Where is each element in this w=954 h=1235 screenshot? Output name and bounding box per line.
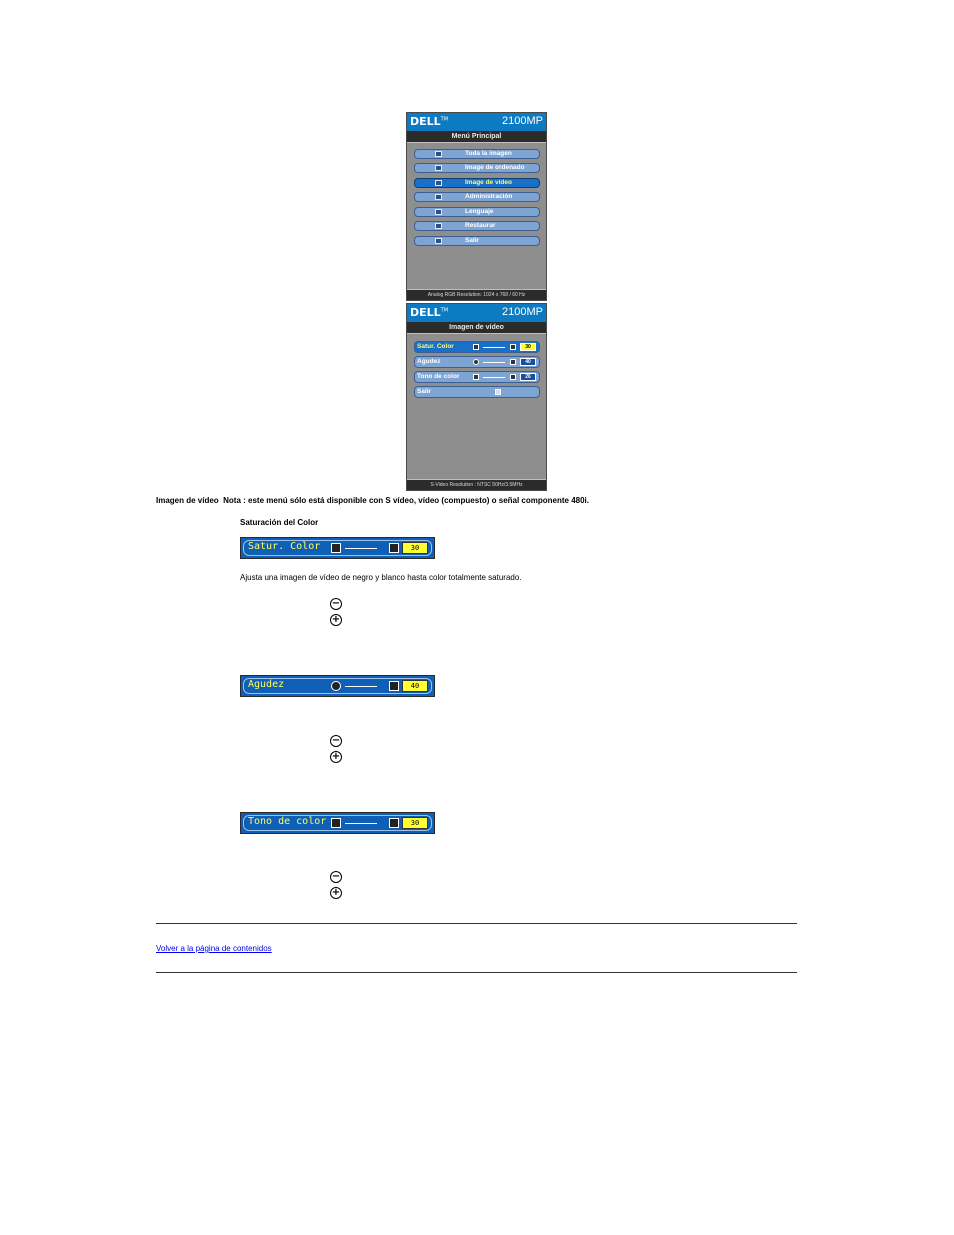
slider-track <box>345 823 377 824</box>
slider-track[interactable] <box>483 347 505 348</box>
submenu-item-agudez[interactable]: Agudez 40 <box>414 356 540 368</box>
submenu-item-satur-color[interactable]: Satur. Color 30 <box>414 341 540 353</box>
slider-track <box>345 548 377 549</box>
minus-button-icon: − <box>331 735 341 746</box>
main-menu-osd <box>406 112 547 301</box>
minus-button-icon: − <box>331 598 341 609</box>
tint-high-icon <box>389 818 399 828</box>
color-high-icon <box>510 344 516 350</box>
menu-note <box>156 496 589 505</box>
model-name: 2100MP <box>502 115 543 127</box>
tint-high-icon <box>510 374 516 380</box>
plus-button-icon: + <box>331 614 341 625</box>
submenu-item-salir[interactable]: Salir <box>414 386 540 398</box>
tint-bar: Tono de color 30 <box>240 812 435 834</box>
slider-value: 30 <box>520 343 536 351</box>
slider-value: 40 <box>520 358 536 366</box>
menu-item-restaurar[interactable]: Restaurar <box>414 221 540 231</box>
video-menu-osd <box>406 303 547 491</box>
osd-submenu-list <box>407 334 546 481</box>
osd-title: Menú Principal <box>407 131 546 143</box>
tint-low-icon <box>473 374 479 380</box>
menu-item-image-de-ordenado[interactable]: Image de ordenado <box>414 163 540 173</box>
osd-footer: S-Video Resolution : NTSC 50Hz/3.5MHz <box>407 479 546 490</box>
osd-header <box>407 304 546 322</box>
plus-button-icon: + <box>331 887 341 898</box>
management-icon <box>435 194 442 200</box>
saturation-heading: Saturación del Color <box>240 518 319 527</box>
saturation-description: Ajusta una imagen de vídeo de negro y blanco hasta color totalmente saturado. <box>240 573 522 582</box>
exit-arrow-icon <box>495 389 501 395</box>
color-low-icon <box>473 344 479 350</box>
menu-item-administracion[interactable]: Administración <box>414 192 540 202</box>
divider-bottom <box>156 972 797 973</box>
sharpness-high-icon <box>510 359 516 365</box>
model-name: 2100MP <box>502 306 543 318</box>
dell-logo: DELL™ <box>410 306 449 319</box>
plus-button-icon: + <box>331 751 341 762</box>
minus-button-icon: − <box>331 871 341 882</box>
saturation-bar: Satur. Color 30 <box>240 537 435 559</box>
slider-track <box>345 686 377 687</box>
slider-value: 30 <box>402 817 428 829</box>
globe-icon <box>435 209 442 215</box>
osd-title: Imagen de vídeo <box>407 322 546 334</box>
slider-track[interactable] <box>483 377 505 378</box>
osd-footer: Analog RGB Resolution: 1024 x 768 / 60 Hz <box>407 289 546 300</box>
picture-icon <box>435 151 442 157</box>
submenu-item-tono-de-color[interactable]: Tono de color 26 <box>414 371 540 383</box>
tint-low-icon <box>331 818 341 828</box>
video-icon <box>435 180 442 186</box>
sharpness-low-icon <box>473 359 479 365</box>
note-section-label: Imagen de vídeo <box>156 496 219 505</box>
computer-icon <box>435 165 442 171</box>
reset-icon <box>435 223 442 229</box>
dell-logo: DELL™ <box>410 115 449 128</box>
divider-top <box>156 923 797 924</box>
menu-item-toda-la-imagen[interactable]: Toda la imagen <box>414 149 540 159</box>
osd-menu-list <box>407 143 546 291</box>
sharpness-bar: Agudez 40 <box>240 675 435 697</box>
menu-item-salir[interactable]: Salir <box>414 236 540 246</box>
slider-value: 26 <box>520 373 536 381</box>
color-high-icon <box>389 543 399 553</box>
sharpness-high-icon <box>389 681 399 691</box>
slider-value: 30 <box>402 542 428 554</box>
menu-item-image-de-video[interactable]: Image de vídeo <box>414 178 540 188</box>
sharpness-low-icon <box>331 681 341 691</box>
color-low-icon <box>331 543 341 553</box>
osd-header <box>407 113 546 131</box>
menu-item-lenguaje[interactable]: Lenguaje <box>414 207 540 217</box>
slider-value: 40 <box>402 680 428 692</box>
exit-icon <box>435 238 442 244</box>
note-text: Nota : este menú sólo está disponible con S vídeo, vídeo (compuesto) o señal componente 480i. <box>223 496 589 505</box>
back-to-contents-link[interactable]: Volver a la página de contenidos <box>156 944 272 953</box>
slider-track[interactable] <box>483 362 505 363</box>
